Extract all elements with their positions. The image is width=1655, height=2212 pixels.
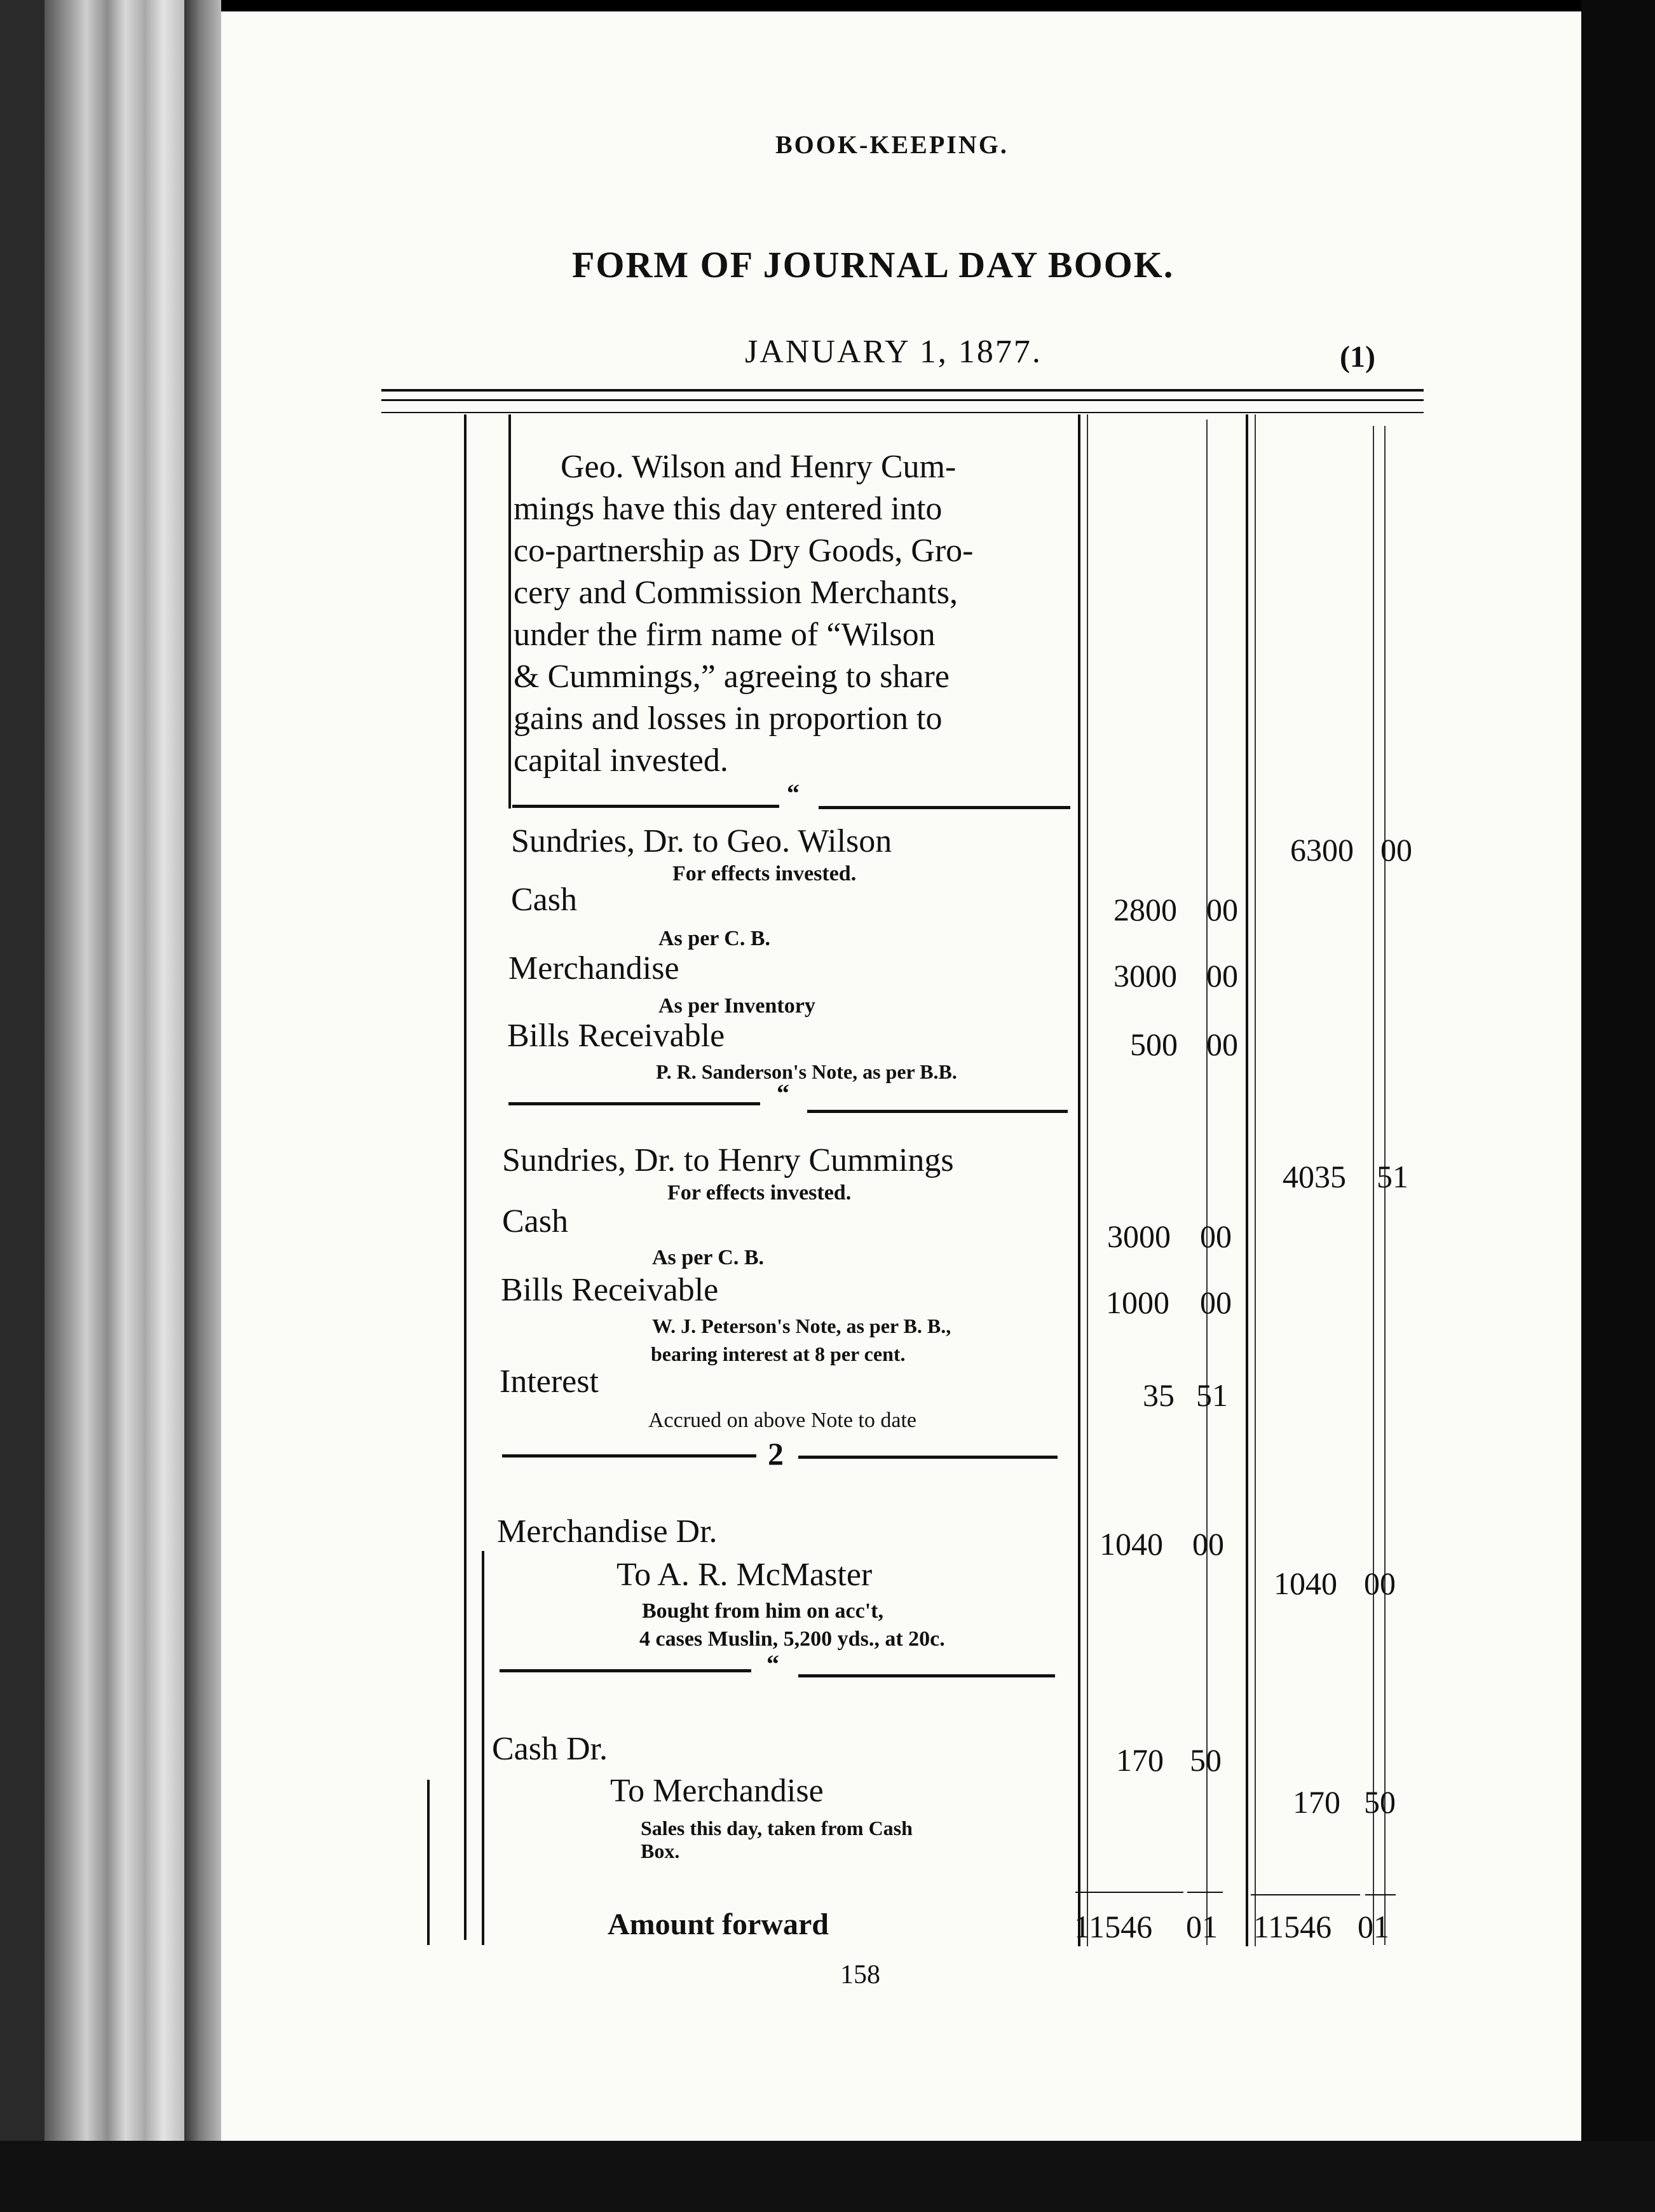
total-rule xyxy=(1187,1892,1223,1893)
amount-forward-label: Amount forward xyxy=(608,1908,829,1941)
account-note: W. J. Peterson's Note, as per B. B., xyxy=(652,1314,951,1337)
ditto-mark: “ xyxy=(787,779,800,807)
entry-heading: Sundries, Dr. to Henry Cummings xyxy=(502,1142,954,1178)
text-left-rule-lower xyxy=(482,1551,484,1945)
entry-separator-rule xyxy=(512,805,779,808)
credit-cents: 00 xyxy=(1380,832,1412,868)
partnership-memo xyxy=(514,446,1076,782)
outer-left-rule-lower xyxy=(427,1780,430,1945)
account-name: Merchandise xyxy=(508,950,679,987)
credit-cents: 50 xyxy=(1364,1784,1396,1820)
entry-separator-rule xyxy=(798,1674,1055,1677)
entry-separator-rule xyxy=(807,1110,1068,1113)
debit-dollars: 2800 xyxy=(1114,892,1177,927)
credit-dollars: 6300 xyxy=(1290,832,1354,868)
memo-line: co-partnership as Dry Goods, Gro- xyxy=(514,533,974,569)
book-binding-edge xyxy=(0,0,44,2212)
entry-heading: Cash Dr. xyxy=(492,1731,608,1767)
account-note: As per C. B. xyxy=(658,927,770,950)
entry-heading: Merchandise Dr. xyxy=(497,1513,718,1550)
credit-dollars: 1040 xyxy=(1274,1566,1337,1601)
journal-date: JANUARY 1, 1877. xyxy=(745,334,1042,370)
account-name: Bills Receivable xyxy=(507,1018,725,1054)
credit-cents: 51 xyxy=(1377,1159,1408,1194)
credit-left-rule-inner xyxy=(1255,414,1256,1946)
account-note: P. R. Sanderson's Note, as per B.B. xyxy=(656,1060,957,1083)
debit-cents: 00 xyxy=(1200,1219,1232,1254)
total-debit-dollars: 11546 xyxy=(1074,1909,1153,1944)
memo-line: capital invested. xyxy=(514,742,728,779)
account-note: As per C. B. xyxy=(652,1246,764,1269)
entry-note: Sales this day, taken from Cash xyxy=(641,1817,913,1840)
day-number: 2 xyxy=(768,1436,784,1471)
credit-left-rule xyxy=(1246,414,1248,1946)
scan-border-right xyxy=(1581,0,1655,2212)
outer-left-rule xyxy=(464,414,467,1940)
entry-separator-rule xyxy=(508,1102,760,1105)
page-stack-edge xyxy=(44,0,184,2148)
journal-page-number: (1) xyxy=(1340,340,1375,374)
top-rule xyxy=(381,389,1424,392)
account-name: Interest xyxy=(500,1363,599,1400)
debit-cents: 00 xyxy=(1200,1285,1232,1320)
scan-border-bottom xyxy=(0,2141,1655,2212)
entry-separator-rule xyxy=(819,806,1070,809)
credit-cents-rule xyxy=(1373,426,1374,1945)
entry-note: 4 cases Muslin, 5,200 yds., at 20c. xyxy=(639,1627,945,1651)
memo-line: Geo. Wilson and Henry Cum- xyxy=(561,449,957,485)
debit-dollars: 3000 xyxy=(1107,1219,1171,1254)
total-credit-cents: 01 xyxy=(1358,1909,1389,1944)
page-title: FORM OF JOURNAL DAY BOOK. xyxy=(572,244,1175,285)
account-name: Bills Receivable xyxy=(501,1272,719,1308)
debit-left-rule xyxy=(1078,414,1080,1946)
top-rule-third xyxy=(381,412,1424,413)
account-note: bearing interest at 8 per cent. xyxy=(651,1342,906,1365)
page-folio: 158 xyxy=(840,1960,880,1990)
total-rule xyxy=(1075,1892,1183,1893)
debit-cents: 00 xyxy=(1206,1027,1238,1062)
account-name: Cash xyxy=(511,882,577,918)
memo-line: under the firm name of “Wilson xyxy=(514,617,936,653)
text-left-rule xyxy=(508,414,511,809)
running-head: BOOK-KEEPING. xyxy=(775,130,1009,159)
entry-heading: Sundries, Dr. to Geo. Wilson xyxy=(511,823,892,859)
book-gutter xyxy=(184,0,221,2148)
debit-cents: 00 xyxy=(1206,958,1238,993)
total-credit-dollars: 11546 xyxy=(1253,1909,1332,1944)
entry-note: Bought from him on acc't, xyxy=(642,1599,883,1623)
memo-line: mings have this day entered into xyxy=(514,491,943,527)
memo-line: cery and Commission Merchants, xyxy=(514,575,958,611)
top-rule-second xyxy=(381,399,1424,401)
debit-dollars: 35 xyxy=(1143,1377,1175,1413)
debit-dollars: 3000 xyxy=(1114,958,1177,993)
entry-note: Box. xyxy=(641,1840,680,1862)
total-debit-cents: 01 xyxy=(1186,1909,1218,1944)
debit-cents-rule xyxy=(1206,420,1208,1945)
debit-cents: 00 xyxy=(1206,892,1238,927)
entry-to-account: To A. R. McMaster xyxy=(616,1557,873,1593)
debit-dollars: 500 xyxy=(1130,1027,1178,1062)
entry-note: For effects invested. xyxy=(672,862,857,885)
debit-dollars: 1000 xyxy=(1106,1285,1169,1320)
entry-separator-rule xyxy=(502,1454,756,1458)
account-name: Cash xyxy=(502,1203,568,1239)
credit-cents: 00 xyxy=(1364,1566,1396,1601)
entry-to-account: To Merchandise xyxy=(610,1773,824,1809)
debit-dollars: 1040 xyxy=(1100,1526,1163,1562)
ditto-mark: “ xyxy=(777,1079,789,1107)
debit-cents: 00 xyxy=(1192,1526,1224,1562)
debit-left-rule-inner xyxy=(1087,414,1088,1946)
debit-dollars: 170 xyxy=(1116,1742,1164,1778)
entry-separator-rule xyxy=(500,1669,751,1672)
ditto-mark: “ xyxy=(766,1649,779,1678)
debit-cents: 51 xyxy=(1196,1377,1228,1413)
entry-separator-rule xyxy=(798,1456,1058,1459)
memo-line: & Cummings,” agreeing to share xyxy=(514,659,950,695)
entry-note: For effects invested. xyxy=(667,1181,852,1205)
total-rule xyxy=(1251,1894,1360,1895)
debit-cents: 50 xyxy=(1190,1742,1222,1778)
credit-dollars: 4035 xyxy=(1283,1159,1346,1194)
credit-dollars: 170 xyxy=(1293,1784,1340,1820)
total-rule xyxy=(1365,1894,1396,1895)
account-note: Accrued on above Note to date xyxy=(648,1409,916,1432)
account-note: As per Inventory xyxy=(658,994,815,1018)
memo-line: gains and losses in proportion to xyxy=(514,700,943,737)
